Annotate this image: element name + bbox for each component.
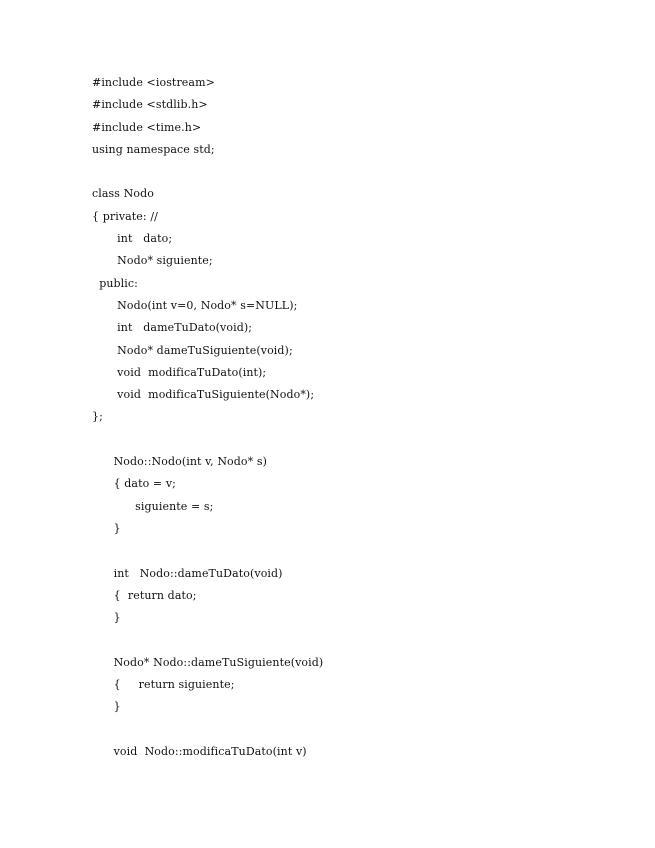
code-line <box>92 629 323 651</box>
code-line: #include <time.h> <box>92 120 202 134</box>
code-line: int dameTuDato(void); <box>92 321 253 335</box>
code-line: void modificaTuSiguiente(Nodo*); <box>92 388 315 402</box>
code-line: { return siguiente; <box>92 678 235 692</box>
code-line: using namespace std; <box>92 142 215 156</box>
code-line: }; <box>92 410 103 424</box>
code-line: Nodo* dameTuSiguiente(void); <box>92 343 293 357</box>
code-line: Nodo::Nodo(int v, Nodo* s) <box>92 455 267 469</box>
code-listing <box>92 72 323 763</box>
code-line <box>92 540 323 562</box>
code-line: Nodo(int v=0, Nodo* s=NULL); <box>92 298 298 312</box>
code-line <box>92 161 323 183</box>
code-line: void Nodo::modificaTuDato(int v) <box>92 744 307 758</box>
code-line: #include <stdlib.h> <box>92 98 208 112</box>
code-line: } <box>92 521 121 535</box>
code-line <box>92 719 323 741</box>
code-line: siguiente = s; <box>92 499 214 513</box>
code-line: int Nodo::dameTuDato(void) <box>92 566 283 580</box>
code-line: class Nodo <box>92 187 154 201</box>
code-line: } <box>92 700 121 714</box>
code-line: { return dato; <box>92 588 197 602</box>
code-line: void modificaTuDato(int); <box>92 365 267 379</box>
code-line: #include <iostream> <box>92 76 215 89</box>
code-line: { private: // <box>92 209 158 223</box>
code-line <box>92 429 323 451</box>
code-line: public: <box>92 276 138 290</box>
code-line: } <box>92 611 121 625</box>
code-line: int dato; <box>92 232 173 246</box>
code-line: Nodo* siguiente; <box>92 254 213 268</box>
code-line: { dato = v; <box>92 477 176 491</box>
code-line: Nodo* Nodo::dameTuSiguiente(void) <box>92 655 324 669</box>
